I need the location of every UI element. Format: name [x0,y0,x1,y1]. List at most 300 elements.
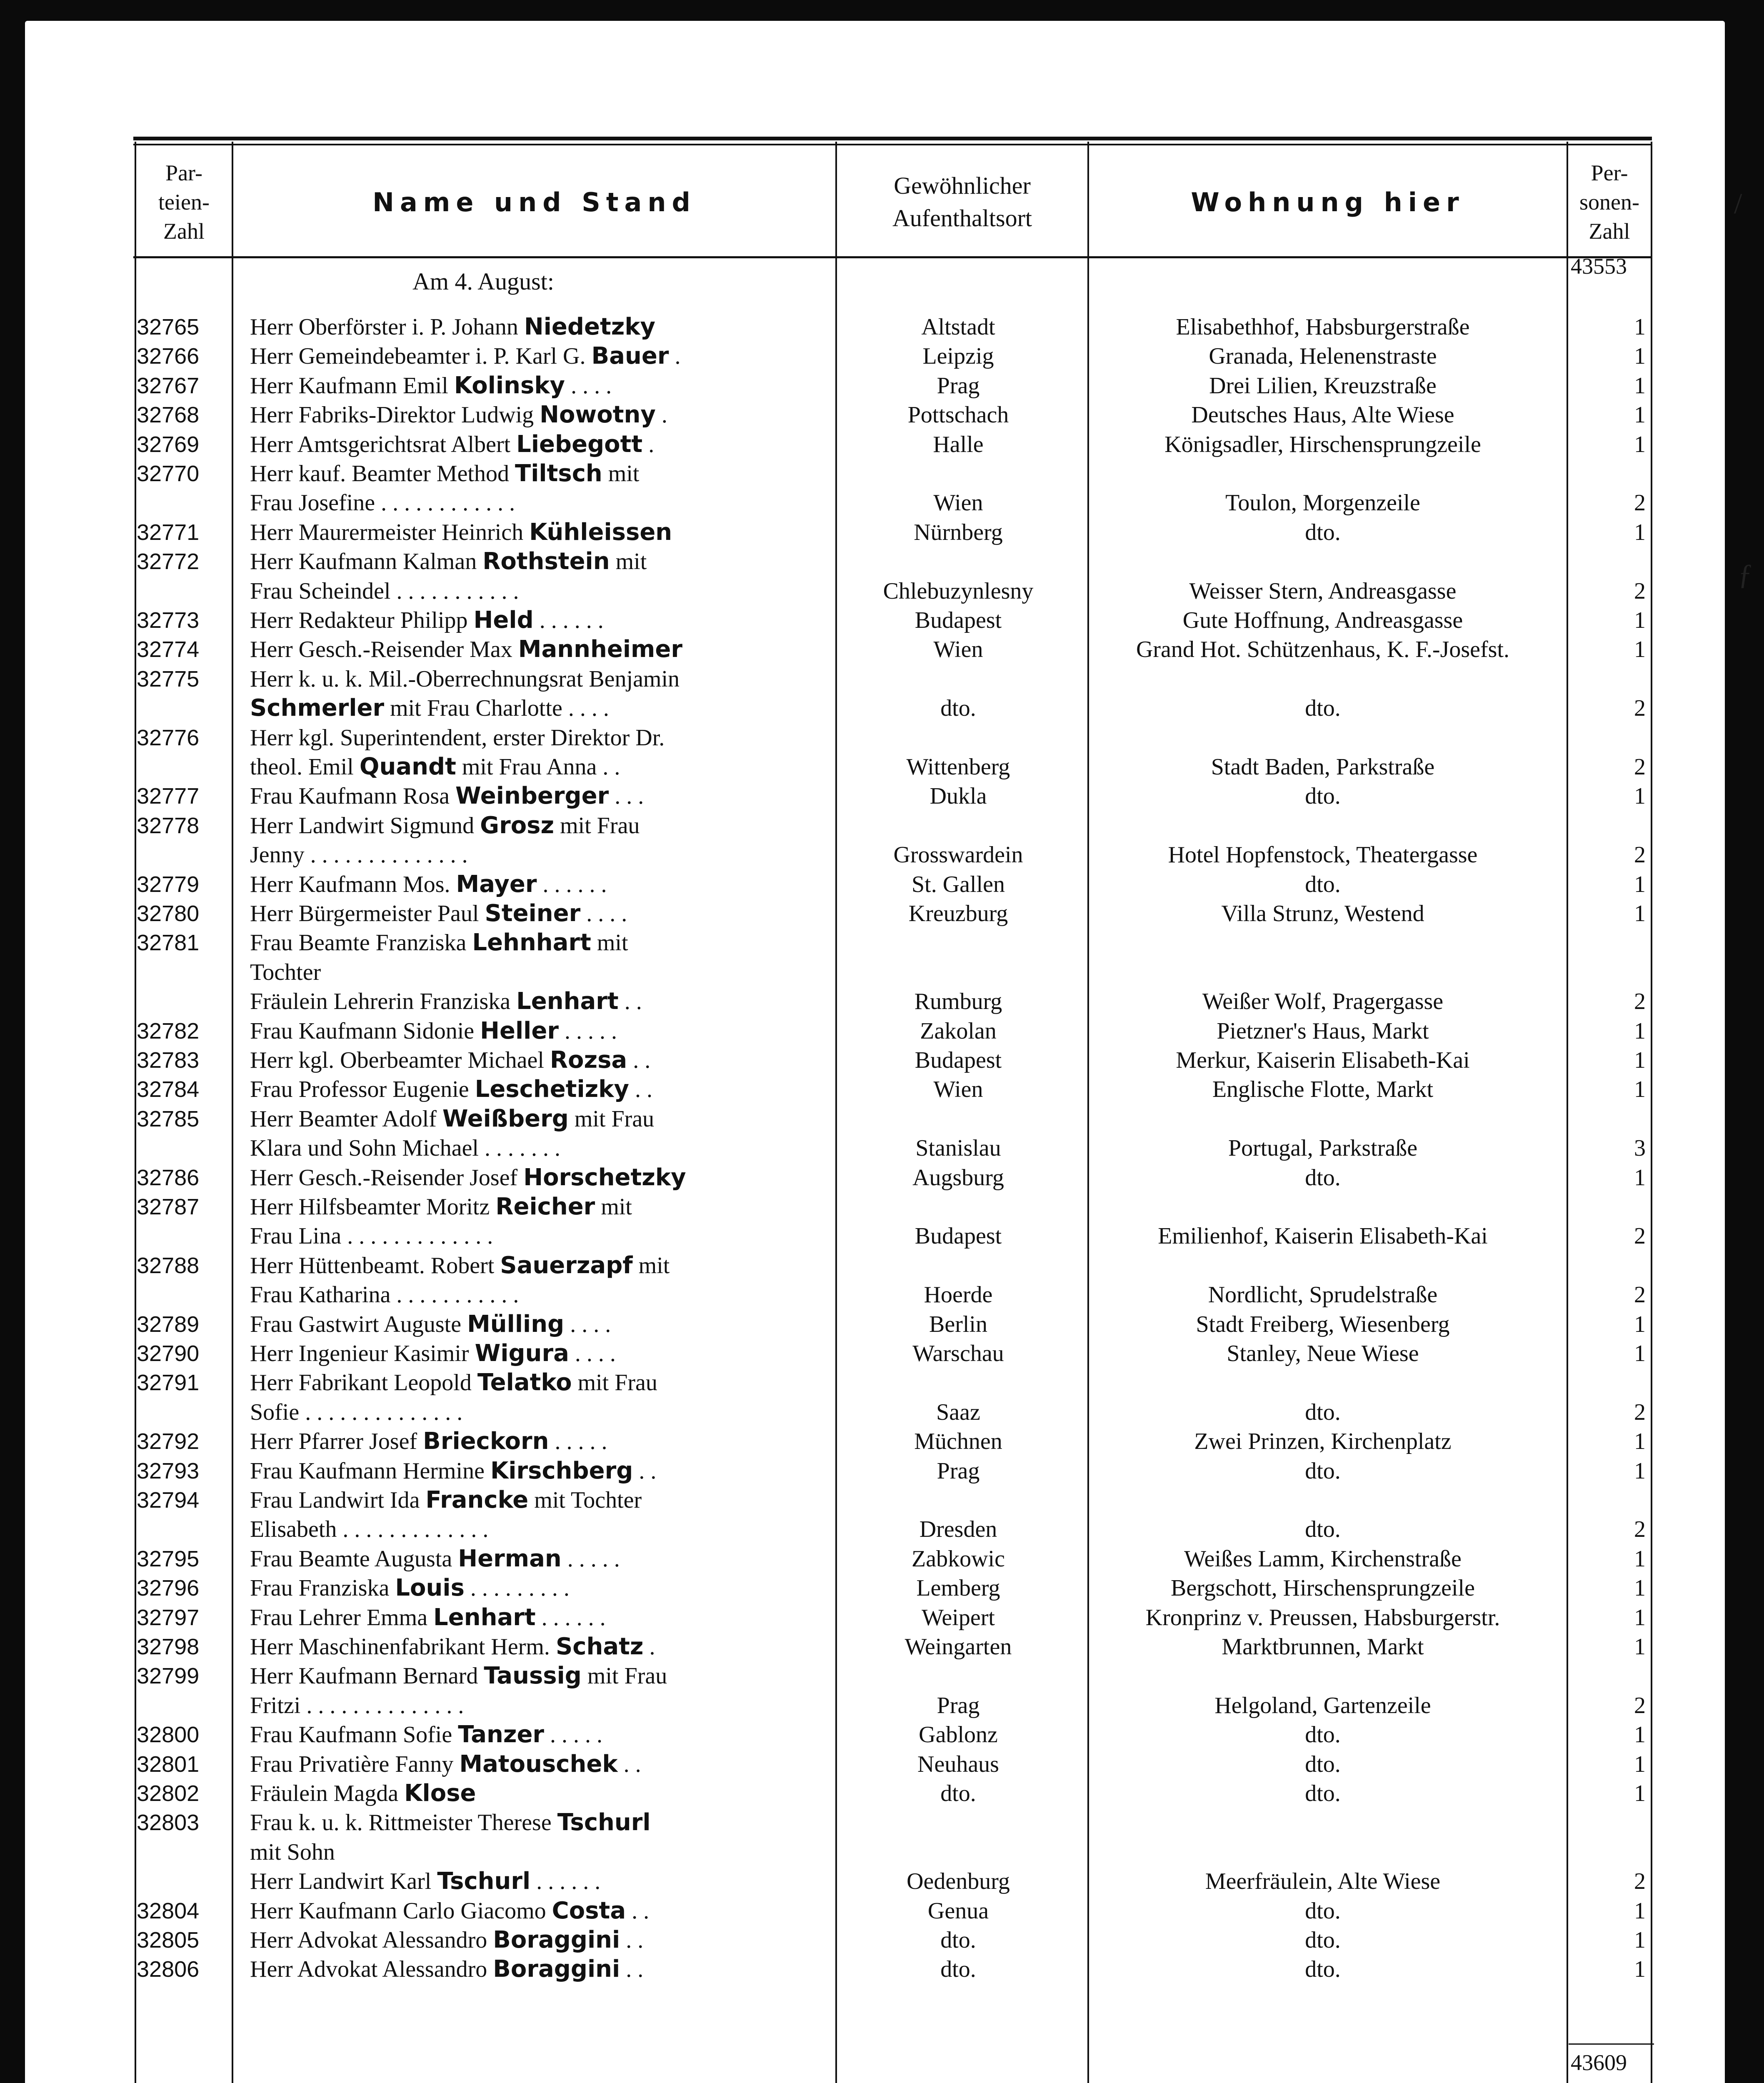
usual-residence: Nürnberg [914,520,1003,545]
guest-name [250,1544,821,1573]
usual-residence: Genua [927,1898,989,1924]
accommodation: Drei Lilien, Kreuzstraße [1209,373,1437,399]
table-row [0,664,1764,694]
table-row [0,723,1764,752]
name-prefix: Herr Gemeindebeamter i. P. Karl G. [250,343,592,369]
name-suffix: mit [595,1194,632,1220]
final-total: 43609 [1571,2050,1627,2075]
name-suffix: . . [620,1956,644,1982]
accommodation: Gute Hoffnung, Andreasgasse [1182,607,1463,633]
surname: Held [473,607,534,634]
name-suffix: . . . . . . [537,872,607,897]
name-prefix: Herr Advokat Alessandro [250,1927,493,1953]
name-suffix: . [655,402,667,428]
party-number: 32778 [137,813,200,838]
surname: Mannheimer [518,636,683,663]
name-prefix: Herr Gesch.-Reisender Max [250,637,518,662]
table-row [0,899,1764,928]
table-row [0,1221,1764,1251]
table-row [0,1750,1764,1779]
table-row [0,1456,1764,1486]
name-prefix: Sofie [250,1399,300,1425]
usual-residence: Chlebuzynlesny [883,578,1034,604]
name-suffix: . [643,1634,655,1660]
table-row [0,1691,1764,1720]
name-prefix: Herr Pfarrer Josef [250,1429,423,1454]
persons-count: 1 [1634,1458,1646,1484]
persons-count: 2 [1634,989,1646,1014]
persons-count: 1 [1634,1311,1646,1337]
persons-count: 1 [1634,1605,1646,1631]
persons-count: 2 [1634,1399,1646,1425]
accommodation: dto. [1305,1165,1341,1191]
name-suffix: . . . . . . . . . . . . . . [300,1693,464,1718]
carry-over-total: 43553 [1571,254,1627,279]
surname: Telatko [477,1369,572,1396]
usual-residence: Lemberg [916,1575,1000,1601]
name-suffix: . . . . . . . . . . . [390,578,519,604]
accommodation: Meerfräulein, Alte Wiese [1205,1868,1441,1894]
surname: Mülling [467,1311,565,1338]
persons-count: 1 [1634,1722,1646,1748]
surname: Weißberg [442,1105,569,1132]
party-number: 32774 [137,637,200,662]
surname: Steiner [485,900,581,927]
table-row [0,1339,1764,1368]
guest-name [250,1867,821,1896]
party-number: 32804 [137,1898,200,1923]
name-prefix: Frau Scheindel [250,578,391,604]
surname: Boraggini [493,1926,620,1953]
guest-name [250,1456,821,1486]
name-suffix: . . . . . . . . . . . . . . [304,842,468,868]
surname: Weinberger [455,782,609,809]
guest-name [250,1398,821,1427]
name-suffix: . . [627,1047,651,1073]
party-number: 32805 [137,1928,200,1953]
usual-residence: Oedenburg [907,1868,1010,1894]
surname: Bauer [591,342,669,370]
name-prefix: Fräulein Magda [250,1781,405,1806]
accommodation: Deutsches Haus, Alte Wiese [1191,402,1454,428]
guest-name [250,1603,821,1632]
name-suffix: mit [602,461,640,487]
usual-residence: St. Gallen [912,872,1005,897]
guest-name [250,518,821,547]
accommodation: dto. [1305,695,1341,721]
persons-count: 1 [1634,314,1646,340]
name-suffix: . . . . . . . . . . . . . [341,1223,493,1249]
persons-count: 1 [1634,1751,1646,1777]
table-row [0,1838,1764,1867]
surname: Costa [552,1897,626,1924]
usual-residence: Prag [937,373,980,399]
name-suffix: mit [610,549,647,574]
guest-name [250,782,821,811]
surname: Louis [395,1574,465,1601]
table-row [0,430,1764,459]
accommodation: dto. [1305,1399,1341,1425]
usual-residence: Wien [933,637,983,662]
party-number: 32783 [137,1048,200,1073]
table-row [0,1779,1764,1808]
name-prefix: Herr Maschinenfabrikant Herm. [250,1634,556,1660]
name-suffix: . . [617,1751,641,1777]
party-number: 32781 [137,930,200,955]
party-number: 32769 [137,432,200,457]
surname: Liebegott [516,431,643,458]
persons-count: 1 [1634,1165,1646,1191]
surname: Boraggini [493,1956,620,1983]
guest-name [250,664,821,694]
accommodation: Stadt Freiberg, Wiesenberg [1196,1311,1450,1337]
persons-count: 1 [1634,783,1646,809]
usual-residence: Prag [937,1458,980,1484]
usual-residence: Berlin [929,1311,987,1337]
guest-name [250,1075,821,1104]
name-prefix: Fritzi [250,1693,301,1718]
surname: Tschurl [437,1868,531,1895]
guest-name [250,1750,821,1779]
surname: Niedetzky [524,313,656,340]
table-row [0,1192,1764,1221]
persons-count: 1 [1634,1076,1646,1102]
table-row [0,1398,1764,1427]
header-persons-count: Per- sonen- Zahl [1579,160,1639,244]
persons-count: 1 [1634,637,1646,662]
party-number: 32770 [137,461,200,486]
name-prefix: Herr Kaufmann Emil [250,373,454,399]
persons-count: 1 [1634,1575,1646,1601]
persons-count: 2 [1634,754,1646,780]
table-row [0,1896,1764,1926]
name-prefix: Frau Kaufmann Sidonie [250,1018,480,1044]
table-row [0,488,1764,517]
name-prefix: Frau Gastwirt Auguste [250,1311,467,1337]
persons-count: 3 [1634,1135,1646,1161]
accommodation: Granada, Helenenstraste [1209,343,1437,369]
table-row [0,1515,1764,1544]
accommodation: dto. [1305,872,1341,897]
name-prefix: mit Sohn [250,1839,335,1865]
accommodation: Zwei Prinzen, Kirchenplatz [1194,1429,1452,1454]
party-number: 32802 [137,1781,200,1806]
name-suffix: mit Tochter [528,1487,642,1513]
name-suffix: . . [633,1458,657,1484]
table-row [0,1280,1764,1309]
table-row [0,1046,1764,1075]
guest-name [250,1720,821,1749]
party-number: 32779 [137,872,200,897]
table-row [0,1544,1764,1573]
usual-residence: Grosswardein [893,842,1023,868]
persons-count: 2 [1634,1223,1646,1249]
accommodation: Merkur, Kaiserin Elisabeth-Kai [1176,1047,1470,1073]
table-row [0,752,1764,782]
table-row [0,1632,1764,1661]
table-row [0,1134,1764,1163]
usual-residence: Stanislau [915,1135,1001,1161]
surname: Taussig [484,1662,582,1689]
persons-count: 1 [1634,1634,1646,1660]
table-row [0,342,1764,371]
name-suffix: . . . . [565,373,612,399]
accommodation: Kronprinz v. Preussen, Habsburgerstr. [1145,1605,1500,1631]
usual-residence: Budapest [914,1223,1002,1249]
accommodation: dto. [1305,1956,1341,1982]
scan-mark: ƒ [1738,559,1753,591]
surname: Leschetizky [475,1076,629,1103]
party-number: 32767 [137,373,200,398]
table-row [0,312,1764,342]
party-number: 32799 [137,1663,200,1688]
usual-residence: Neuhaus [917,1751,999,1777]
accommodation: Toulon, Morgenzeile [1225,490,1420,516]
name-prefix: Frau Landwirt Ida [250,1487,426,1513]
accommodation: Weißes Lamm, Kirchenstraße [1184,1546,1462,1572]
persons-count: 2 [1634,842,1646,868]
name-suffix: mit Frau Anna . . [456,754,620,780]
guest-name [250,577,821,606]
guest-name [250,547,821,576]
name-suffix: . . [620,1927,644,1953]
table-row [0,1310,1764,1339]
surname: Klose [404,1780,476,1807]
surname: Wigura [475,1340,569,1367]
usual-residence: Rumburg [914,989,1002,1014]
name-suffix: mit Frau [572,1370,657,1396]
name-suffix: . . . . [564,1311,611,1337]
name-prefix: Herr Ingenieur Kasimir [250,1341,475,1366]
accommodation: dto. [1305,1516,1341,1542]
usual-residence: Dresden [919,1516,997,1542]
usual-residence: Warschau [912,1341,1004,1366]
guest-name [250,1896,821,1926]
name-prefix: Tochter [250,959,321,985]
name-prefix: Frau Lehrer Emma [250,1605,434,1631]
guest-name [250,342,821,371]
surname: Nowotny [540,401,656,428]
accommodation: Stadt Baden, Parkstraße [1211,754,1435,780]
table-row [0,1427,1764,1456]
table-row [0,1955,1764,1984]
party-number: 32782 [137,1019,200,1044]
surname: Schmerler [250,694,385,722]
party-number: 32801 [137,1752,200,1777]
guest-name [250,1046,821,1075]
table-row [0,518,1764,547]
usual-residence: Budapest [914,607,1002,633]
name-prefix: Herr Fabrikant Leopold [250,1370,477,1396]
party-number: 32777 [137,784,200,809]
guest-name [250,694,821,723]
name-suffix: . . . . [580,901,627,927]
party-number: 32784 [137,1077,200,1102]
name-prefix: Herr Bürgermeister Paul [250,901,485,927]
party-number: 32794 [137,1488,200,1513]
table-row [0,1104,1764,1134]
accommodation: Emilienhof, Kaiserin Elisabeth-Kai [1158,1223,1488,1249]
name-prefix: Herr Hüttenbeamt. Robert [250,1253,500,1279]
name-prefix: Herr Fabriks-Direktor Ludwig [250,402,540,428]
surname: Schatz [555,1633,644,1660]
surname: Heller [480,1017,559,1044]
guest-name [250,1427,821,1456]
accommodation: dto. [1305,783,1341,809]
party-number: 32766 [137,344,200,369]
usual-residence: Wien [933,1076,983,1102]
party-number: 32791 [137,1370,200,1395]
name-prefix: Elisabeth [250,1516,337,1542]
name-prefix: Herr Maurermeister Heinrich [250,520,530,545]
guest-name [250,1661,821,1691]
usual-residence: Gablonz [919,1722,998,1748]
usual-residence: Hoerde [924,1282,993,1308]
surname: Sauerzapf [500,1252,633,1279]
table-row [0,459,1764,488]
table-row [0,1720,1764,1749]
party-number: 32797 [137,1605,200,1630]
accommodation: dto. [1305,1458,1341,1484]
guest-name [250,459,821,488]
table-row [0,400,1764,430]
accommodation: dto. [1305,1751,1341,1777]
name-prefix: Herr Kaufmann Carlo Giacomo [250,1898,552,1924]
guest-name [250,1691,821,1720]
table-row [0,1163,1764,1192]
surname: Lenhart [516,988,619,1015]
name-suffix: mit Frau Charlotte . . . . [384,695,609,721]
guest-name [250,1368,821,1397]
header-usual-residence: Gewöhnlicher Aufenthaltsort [892,172,1032,232]
usual-residence: Weingarten [904,1634,1012,1660]
name-suffix: . . . . . . [530,1868,601,1894]
name-prefix: Herr Beamter Adolf [250,1106,442,1132]
surname: Quandt [359,753,456,780]
table-row [0,928,1764,957]
table-row [0,1808,1764,1837]
guest-name [250,899,821,928]
table-row [0,1867,1764,1896]
surname: Horschetzky [523,1164,686,1191]
table-row [0,1926,1764,1955]
name-suffix: mit [591,930,628,956]
persons-count: 2 [1634,1516,1646,1542]
table-row [0,958,1764,987]
guest-name [250,312,821,342]
surname: Tschurl [557,1809,651,1836]
surname: Rozsa [550,1046,627,1074]
table-row [0,987,1764,1016]
party-number: 32785 [137,1106,200,1131]
usual-residence: Zakolan [920,1018,997,1044]
party-number: 32796 [137,1576,200,1601]
persons-count: 1 [1634,901,1646,927]
party-number: 32793 [137,1459,200,1484]
guest-name [250,1192,821,1221]
name-suffix: mit Frau [581,1663,667,1689]
table-row [0,371,1764,400]
persons-count: 1 [1634,872,1646,897]
party-number: 32803 [137,1810,200,1835]
accommodation: Helgoland, Gartenzeile [1214,1693,1431,1718]
guest-name [250,1838,821,1867]
table-row [0,1017,1764,1046]
persons-count: 1 [1634,1546,1646,1572]
name-prefix: Frau k. u. k. Rittmeister Therese [250,1810,557,1836]
accommodation: Weisser Stern, Andreasgasse [1189,578,1457,604]
name-prefix: Herr Advokat Alessandro [250,1956,493,1982]
name-suffix: . . . . . . . . . . . [390,1282,519,1308]
name-suffix: . . . . . . . . . . . . [375,490,515,516]
guest-name [250,1779,821,1808]
usual-residence: dto. [940,695,976,721]
guest-name [250,1104,821,1134]
name-prefix: Herr kgl. Superintendent, erster Direktor Dr. [250,725,665,751]
accommodation: Königsadler, Hirschensprungzeile [1164,432,1481,457]
table-row [0,606,1764,635]
usual-residence: dto. [940,1927,976,1953]
guest-name [250,1017,821,1046]
name-prefix: Frau Kaufmann Hermine [250,1458,490,1484]
usual-residence: Dukla [929,783,987,809]
persons-count: 1 [1634,1429,1646,1454]
name-prefix: Herr kauf. Beamter Method [250,461,515,487]
name-prefix: Frau Lina [250,1223,342,1249]
name-prefix: Herr Kaufmann Mos. [250,872,456,897]
table-row [0,635,1764,664]
usual-residence: Pottschach [907,402,1009,428]
persons-count: 1 [1634,1018,1646,1044]
persons-count: 2 [1634,1868,1646,1894]
party-number: 32792 [137,1429,200,1454]
table-row [0,694,1764,723]
name-prefix: Frau Beamte Franziska [250,930,472,956]
guest-name [250,811,821,840]
name-suffix: . . [629,1076,652,1102]
usual-residence: Wien [933,490,983,516]
surname: Mayer [456,871,537,898]
guest-name [250,1632,821,1661]
accommodation: Nordlicht, Sprudelstraße [1208,1282,1438,1308]
name-prefix: theol. Emil [250,754,360,780]
party-number: 32780 [137,901,200,926]
name-prefix: Frau Josefine [250,490,375,516]
surname: Tiltsch [515,460,602,487]
guest-name [250,1515,821,1544]
guest-name [250,1310,821,1339]
name-prefix: Fräulein Lehrerin Franziska [250,989,517,1014]
guest-name [250,371,821,400]
header-accommodation: Wohnung hier [1191,187,1465,217]
persons-count: 1 [1634,1341,1646,1366]
accommodation: dto. [1305,1898,1341,1924]
guest-name [250,1251,821,1280]
persons-count: 1 [1634,402,1646,428]
name-prefix: Herr Amtsgerichtsrat Albert [250,432,517,457]
name-prefix: Herr Kaufmann Kalman [250,549,483,574]
accommodation: dto. [1305,1722,1341,1748]
usual-residence: Halle [933,432,984,457]
surname: Reicher [495,1193,595,1220]
party-number: 32787 [137,1194,200,1219]
table-row [0,870,1764,899]
guest-name [250,1486,821,1515]
guest-name [250,1808,821,1837]
accommodation: Stanley, Neue Wiese [1227,1341,1419,1366]
surname: Matouschek [459,1751,618,1778]
name-suffix: . . . . . . . [478,1135,560,1161]
